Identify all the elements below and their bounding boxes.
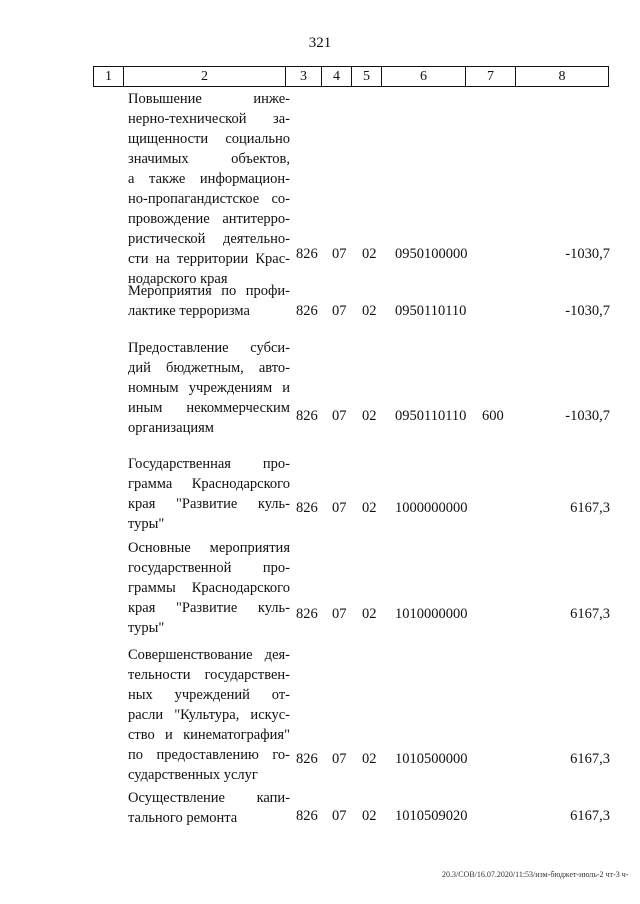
- description-line: но-пропагандистское со-: [128, 191, 290, 207]
- column-header-6: 6: [382, 67, 466, 87]
- description-line: туры": [128, 516, 165, 532]
- description-line: нодарского края: [128, 271, 228, 287]
- cell-target-article: 1010000000: [395, 606, 468, 622]
- description-line: Государственная про-: [128, 456, 290, 472]
- cell-subsection: 02: [362, 808, 377, 824]
- description-line: Повышение инже-: [128, 91, 290, 107]
- cell-amount: 6167,3: [570, 606, 610, 622]
- description-line: а также информацион-: [128, 171, 290, 187]
- column-header-4: 4: [322, 67, 352, 87]
- description-line: значимых объектов,: [128, 151, 290, 167]
- description-line: тального ремонта: [128, 810, 238, 826]
- document-footer-code: 20.3/СОВ/16.07.2020/11:53/изм-бюджет-июль-2 чт-3 ч-: [442, 870, 629, 879]
- description-line: края "Развитие куль-: [128, 600, 290, 616]
- description-line: края "Развитие куль-: [128, 496, 290, 512]
- description-line: сударственных услуг: [128, 767, 258, 783]
- cell-section: 07: [332, 246, 347, 262]
- cell-amount: -1030,7: [565, 408, 610, 424]
- description-line: ство и кинематография": [128, 727, 290, 743]
- column-header-3: 3: [286, 67, 322, 87]
- cell-amount: 6167,3: [570, 751, 610, 767]
- cell-ministry: 826: [296, 808, 318, 824]
- description-line: нерно-технической за-: [128, 111, 290, 127]
- description-line: организациям: [128, 420, 214, 436]
- cell-amount: -1030,7: [565, 303, 610, 319]
- description-line: щищенности социально: [128, 131, 290, 147]
- row-description: [128, 281, 290, 321]
- cell-section: 07: [332, 751, 347, 767]
- description-line: номным учреждениям и: [128, 380, 290, 396]
- description-line: провождение антитерро-: [128, 211, 290, 227]
- cell-target-article: 0950110110: [395, 303, 467, 319]
- cell-section: 07: [332, 303, 347, 319]
- description-line: Предоставление субси-: [128, 340, 290, 356]
- description-line: Осуществление капи-: [128, 790, 290, 806]
- cell-target-article: 1010509020: [395, 808, 468, 824]
- row-description: [128, 645, 290, 785]
- cell-ministry: 826: [296, 408, 318, 424]
- cell-expense-type: 600: [482, 408, 504, 424]
- description-line: иным некоммерческим: [128, 400, 290, 416]
- cell-amount: -1030,7: [565, 246, 610, 262]
- cell-ministry: 826: [296, 500, 318, 516]
- cell-target-article: 1000000000: [395, 500, 468, 516]
- description-line: грамма Краснодарского: [128, 476, 290, 492]
- description-line: расли "Культура, искус-: [128, 707, 290, 723]
- description-line: Совершенствование дея-: [128, 647, 290, 663]
- description-line: туры": [128, 620, 165, 636]
- cell-subsection: 02: [362, 606, 377, 622]
- description-line: Мероприятия по профи-: [128, 283, 290, 299]
- row-description: [128, 538, 290, 638]
- cell-ministry: 826: [296, 751, 318, 767]
- cell-subsection: 02: [362, 751, 377, 767]
- description-line: по предоставлению го-: [128, 747, 290, 763]
- description-line: государственной про-: [128, 560, 290, 576]
- description-line: тельности государствен-: [128, 667, 290, 683]
- description-line: ристической деятельно-: [128, 231, 290, 247]
- cell-subsection: 02: [362, 500, 377, 516]
- row-description: [128, 89, 290, 289]
- cell-section: 07: [332, 606, 347, 622]
- description-line: лактике терроризма: [128, 303, 250, 319]
- cell-amount: 6167,3: [570, 500, 610, 516]
- table-header-row: [93, 66, 609, 87]
- cell-amount: 6167,3: [570, 808, 610, 824]
- cell-target-article: 0950100000: [395, 246, 468, 262]
- cell-section: 07: [332, 808, 347, 824]
- row-description: [128, 338, 290, 438]
- description-line: граммы Краснодарского: [128, 580, 290, 596]
- cell-ministry: 826: [296, 246, 318, 262]
- cell-target-article: 0950110110: [395, 408, 467, 424]
- column-header-1: 1: [94, 67, 124, 87]
- row-description: [128, 788, 290, 828]
- column-header-5: 5: [352, 67, 382, 87]
- row-description: [128, 454, 290, 534]
- cell-subsection: 02: [362, 303, 377, 319]
- description-line: дий бюджетным, авто-: [128, 360, 290, 376]
- cell-ministry: 826: [296, 303, 318, 319]
- cell-target-article: 1010500000: [395, 751, 468, 767]
- description-line: сти на территории Крас-: [128, 251, 290, 267]
- column-header-7: 7: [466, 67, 516, 87]
- cell-subsection: 02: [362, 246, 377, 262]
- page-number: 321: [308, 35, 332, 51]
- column-header-2: 2: [124, 67, 286, 87]
- cell-subsection: 02: [362, 408, 377, 424]
- cell-section: 07: [332, 408, 347, 424]
- cell-ministry: 826: [296, 606, 318, 622]
- description-line: ных учреждений от-: [128, 687, 290, 703]
- cell-section: 07: [332, 500, 347, 516]
- description-line: Основные мероприятия: [128, 540, 290, 556]
- column-header-8: 8: [516, 67, 609, 87]
